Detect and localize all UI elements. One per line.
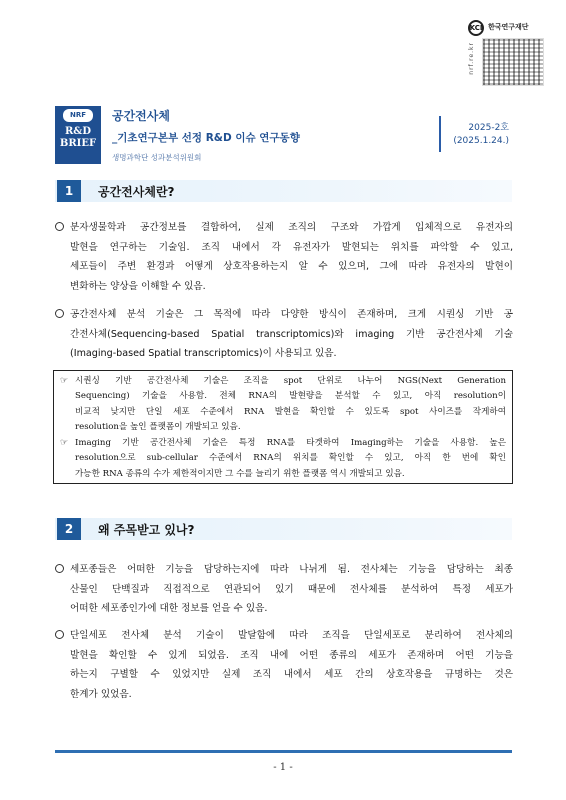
section-1-paragraph-1: [55, 218, 513, 298]
document-organization: 생명과학단 성과분석위원회: [112, 153, 202, 162]
brief-logo-brief: BRIEF: [59, 138, 97, 149]
page-number: - 1 -: [273, 762, 293, 773]
section-2-heading: [55, 518, 512, 540]
paragraph-line: 세포들이 주변 환경과 어떻게 상호작용하는지 알 수 있으며, 그에 따라 유전자의 발현이: [70, 261, 513, 273]
circle-bullet-icon: [55, 564, 64, 573]
paragraph-line: (Imaging-based Spatial transcriptomics)이 사용되고 있음.: [70, 348, 337, 360]
document-header: [55, 106, 511, 166]
emblem-text: KCI: [469, 24, 483, 32]
paragraph-line: 변화하는 양상을 이해할 수 있음.: [70, 280, 206, 292]
note-line: resolution을 높인 플랫폼이 개발되고 있음.: [75, 422, 241, 433]
note-line: 비교적 낮지만 단일 세포 수준에서 RNA 발현을 확인할 수 있도록 spot 사이즈를 작게하여: [75, 406, 506, 417]
brief-logo-rd: R&D: [64, 126, 91, 137]
note-line: resolution으로 sub-cellular 수준에서 RNA의 위치를 확인할 수 있고, 아직 한 번에 확인: [75, 453, 506, 464]
paragraph-line: 발현을 확인할 수 있게 되었음. 조직 내에 어떤 종류의 세포가 존재하며 어떤 기능을: [70, 649, 513, 661]
paragraph-line: 한계가 있었음.: [70, 688, 132, 700]
section-2-paragraph-2: [55, 626, 513, 706]
document-title: 공간전사체: [112, 109, 170, 123]
rd-brief-logo: [55, 106, 101, 164]
section-1-number: 1: [57, 180, 81, 202]
publisher-side-code: nrf.re.kr: [468, 42, 475, 75]
note-item-2: [60, 436, 506, 482]
pointing-hand-icon: ☞: [60, 376, 69, 386]
paragraph-line: 발현을 연구하는 기술임. 조직 내에서 각 유전자가 발현되는 위치를 파악할 수 있고,: [70, 241, 513, 253]
paragraph-line: 분자생물학과 공간정보를 결합하여, 실제 조직의 구조와 가깝게 입체적으로 유전자의: [70, 222, 513, 233]
footer-divider: [55, 750, 512, 753]
note-line: 시퀀싱 기반 공간전사체 기술은 조직을 spot 단위로 나누어 NGS(Next Generation: [75, 376, 506, 386]
note-line: Imaging 기반 공간전사체 기술은 특정 RNA를 타겟하여 Imaging하는 기술을 사용함. 높은: [75, 438, 506, 448]
publisher-name: 한국연구재단: [488, 23, 529, 31]
note-line: 가능한 RNA 종류의 수가 제한적이지만 그 수를 늘리기 위한 플랫폼 역시 개발되고 있음.: [75, 468, 405, 479]
note-box: [53, 370, 513, 484]
paragraph-line: 공간전사체 분석 기술은 그 목적에 따라 다양한 방식이 존재하며, 크게 시퀀싱 기반 공: [70, 309, 513, 320]
note-line: Sequencing) 기술을 사용함. 전체 RNA의 발현량을 분석할 수 있고, 아직 resolution이: [75, 391, 506, 402]
header-divider: [439, 116, 441, 152]
brief-logo-nrf: NRF: [63, 109, 93, 122]
paragraph-line: 하는지 구별할 수 있었지만 실제 조직 내에서 세포 간의 상호작용을 규명하는 것은: [70, 669, 513, 681]
qr-code-icon[interactable]: [482, 38, 544, 86]
document-subtitle: _기초연구본부 선정 R&D 이슈 연구동향: [112, 132, 300, 144]
note-item-1: [60, 374, 506, 436]
issue-number: 2025-2호: [468, 123, 509, 133]
paragraph-line: 간전사체(Sequencing-based Spatial transcriptomics)와 imaging 기반 공간전사체 기술: [70, 328, 513, 340]
pointing-hand-icon: ☞: [60, 438, 69, 448]
paragraph-line: 세포종들은 어떠한 기능을 담당하는지에 따라 나뉘게 됨. 전사체는 기능을 담당하는 최종: [70, 564, 513, 575]
circle-bullet-icon: [55, 630, 64, 639]
section-1-heading: [55, 180, 512, 202]
publisher-logo-block: [468, 18, 548, 84]
issue-date: (2025.1.24.): [453, 136, 509, 146]
section-1-paragraph-2: [55, 305, 513, 365]
section-2-paragraph-1: [55, 560, 513, 620]
section-2-number: 2: [57, 518, 81, 540]
paragraph-line: 산물인 단백질과 직접적으로 연관되어 있기 때문에 전사체를 분석하여 특정 세포가: [70, 583, 513, 595]
section-1-title: 공간전사체란?: [98, 185, 175, 199]
circle-bullet-icon: [55, 222, 64, 231]
publisher-emblem-icon: [468, 20, 484, 36]
paragraph-line: 단일세포 전사체 분석 기술이 발달함에 따라 조직을 단일세포로 분리하여 전사체의: [70, 630, 513, 641]
circle-bullet-icon: [55, 309, 64, 318]
paragraph-line: 어떠한 세포종인가에 대한 정보를 얻을 수 있음.: [70, 603, 268, 615]
section-2-title: 왜 주목받고 있나?: [98, 523, 195, 537]
